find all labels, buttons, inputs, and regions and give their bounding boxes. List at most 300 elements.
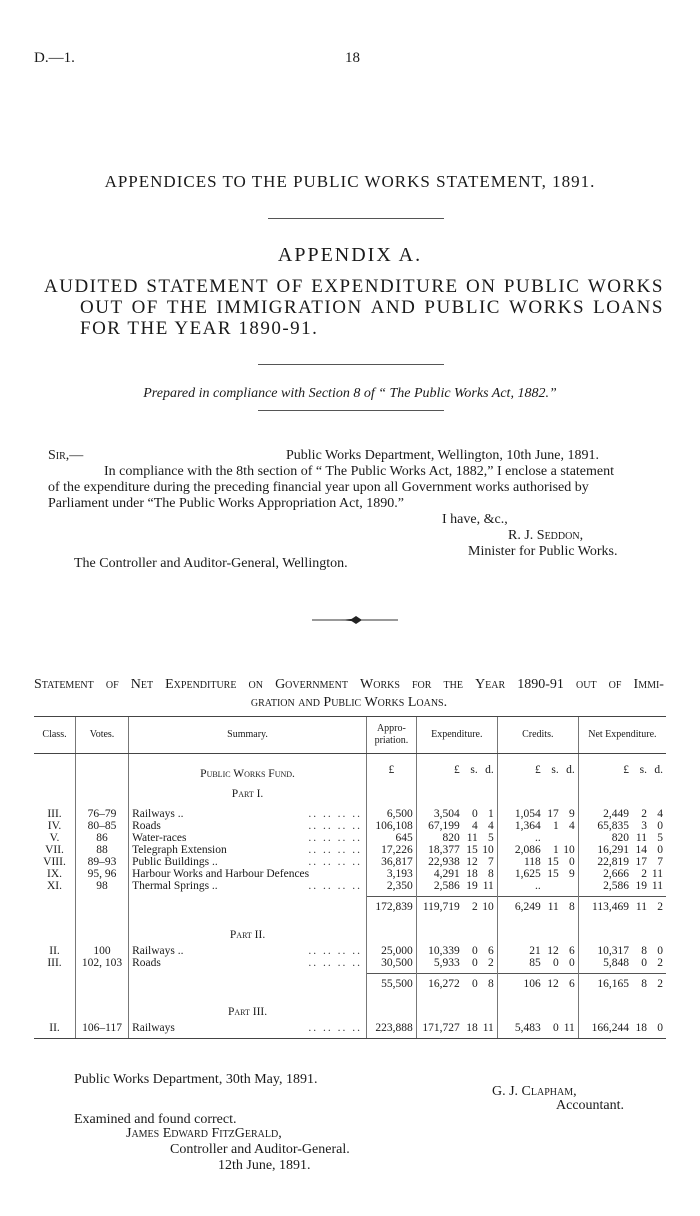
leader-dots: .. .. .. .. — [308, 856, 363, 868]
page-reference: D.—1. — [34, 50, 75, 66]
credits-cell-shillings: 12 — [547, 945, 559, 957]
votes-cell — [76, 974, 129, 995]
credits-cell-shillings: 15 — [547, 868, 559, 880]
currency-expenditure — [416, 764, 497, 784]
subtotal-credits-shillings: 12 — [547, 978, 559, 990]
credits-cell-pence: 11 — [563, 1022, 575, 1034]
credits-cell — [497, 880, 578, 892]
subtitle-line-2-word: AND — [370, 297, 417, 318]
spacer-cell — [416, 1034, 497, 1039]
subtotal-expenditure-pounds: 119,719 — [422, 901, 460, 913]
letter-signature-title: Minister for Public Works. — [468, 544, 618, 559]
prepared-note: Prepared in compliance with Section 8 of “ The Public Works Act, 1882.” — [143, 386, 557, 401]
leader-dots: .. .. .. .. — [308, 957, 363, 969]
table-row — [34, 945, 666, 957]
prepared-rule — [258, 410, 444, 411]
subtotal-row — [34, 974, 666, 995]
statement-title-line-1-word: of — [105, 677, 119, 692]
credits-cell — [497, 856, 578, 868]
subtotal-net-expenditure — [578, 974, 666, 995]
expenditure-cell-shillings: 0 — [472, 945, 478, 957]
net-expenditure-cell-pounds: 2,586 — [603, 880, 629, 892]
spacer-cell — [416, 754, 497, 765]
class-cell — [34, 784, 76, 804]
leader-dots: .. .. .. .. — [308, 1022, 363, 1034]
subtitle-line-2-word: THE — [166, 297, 209, 318]
net-expenditure-cell-shillings: 2 — [641, 808, 647, 820]
expenditure-cell — [416, 832, 497, 844]
leader-dots: .. .. .. .. — [308, 832, 363, 844]
class-cell — [34, 1002, 76, 1022]
credits-cell — [497, 808, 578, 820]
net-expenditure-cell-pence: 0 — [657, 844, 663, 856]
net-expenditure-cell-shillings: 8 — [641, 945, 647, 957]
subtotal-net-expenditure-shillings: 8 — [641, 978, 647, 990]
subtotal-net-expenditure — [578, 897, 666, 918]
net-expenditure-cell-pounds: 5,848 — [603, 957, 629, 969]
subtotal-credits-pounds: 106 — [523, 978, 541, 990]
summary-label: Water-races — [132, 832, 187, 844]
net-expenditure-cell-shillings: 14 — [635, 844, 647, 856]
empty-cell — [497, 784, 578, 804]
spacer-cell — [76, 917, 129, 925]
appropriation-cell: 30,500 — [367, 957, 417, 969]
letter-place-date: Public Works Department, Wellington, 10th June, 1891. — [286, 448, 599, 463]
summary-label: Railways — [132, 1022, 175, 1034]
class-cell: IX. — [47, 868, 63, 880]
credits-cell-shillings: 0 — [553, 957, 559, 969]
statement-title-line-1-word: the — [443, 677, 463, 692]
spacer-cell — [497, 754, 578, 765]
expenditure-cell-shillings: 18 — [466, 868, 478, 880]
expenditure-cell-pounds: 820 — [442, 832, 460, 844]
leader-dots: .. .. .. .. — [308, 808, 363, 820]
expenditure-cell-pence: 7 — [488, 856, 494, 868]
part-heading-row — [34, 1002, 666, 1022]
controller-title: Controller and Auditor-General. — [170, 1142, 350, 1157]
subtitle-line-2-word: IMMIGRATION — [216, 297, 363, 318]
class-cell — [34, 974, 76, 995]
expenditure-cell-pounds: 2,586 — [433, 880, 460, 892]
credits-cell-pounds: 5,483 — [514, 1022, 541, 1034]
summary-cell — [129, 844, 367, 856]
credits-cell-pounds: 85 — [529, 957, 541, 969]
net-expenditure-cell-pounds: 166,244 — [591, 1022, 629, 1034]
expenditure-cell-pounds: 171,727 — [422, 1022, 460, 1034]
footer-place-date: Public Works Department, 30th May, 1891. — [74, 1072, 318, 1087]
net-expenditure-cell — [578, 856, 666, 868]
statement-title-line-1-word: Government — [275, 677, 348, 692]
subtotal-expenditure-shillings: 0 — [472, 978, 478, 990]
subtotal-credits-pence: 6 — [569, 978, 575, 990]
subtotal-appropriation: 55,500 — [367, 974, 417, 995]
empty-cell — [497, 1002, 578, 1022]
expenditure-cell — [416, 844, 497, 856]
table-row — [34, 832, 666, 844]
expenditure-cell-shillings: 18 — [466, 1022, 478, 1034]
expenditure-cell — [416, 957, 497, 969]
table-row — [34, 808, 666, 820]
subtotal-row — [34, 897, 666, 918]
ornament-divider-icon — [310, 614, 400, 626]
subtotal-expenditure — [416, 974, 497, 995]
net-expenditure-cell — [578, 868, 666, 880]
expenditure-cell-pounds: 67,199 — [428, 820, 460, 832]
spacer-cell — [129, 754, 367, 765]
main-title: APPENDICES TO THE PUBLIC WORKS STATEMENT, 1891. — [104, 172, 596, 191]
expenditure-cell-shillings: 4 — [472, 820, 478, 832]
credits-cell-shillings: 17 — [547, 808, 559, 820]
expenditure-cell — [416, 945, 497, 957]
votes-cell — [76, 1002, 129, 1022]
net-expenditure-cell-shillings: 19 — [635, 880, 647, 892]
votes-cell: 80–85 — [76, 820, 129, 832]
credits-cell-pounds: .. — [535, 832, 541, 844]
spacer-cell — [578, 754, 666, 765]
letter-closing: I have, &c., — [442, 512, 508, 527]
credits-cell-pence: 4 — [569, 820, 575, 832]
leader-dots: .. .. .. .. — [308, 945, 363, 957]
spacer-row — [34, 1034, 666, 1039]
statement-title-line-2: gration and Public Works Loans. — [250, 695, 448, 710]
spacer-row — [34, 994, 666, 1002]
spacer-cell — [367, 754, 417, 765]
expenditure-cell — [416, 820, 497, 832]
votes-cell: 76–79 — [76, 808, 129, 820]
summary-label: Thermal Springs .. — [132, 880, 218, 892]
currency-net — [578, 764, 666, 784]
leader-dots: .. .. .. .. — [308, 820, 363, 832]
subtitle-line-1-word: OF — [276, 276, 304, 297]
spacer-cell — [129, 917, 367, 925]
subtotal-credits — [497, 974, 578, 995]
spacer-cell — [34, 1034, 76, 1039]
expenditure-cell-pence: 11 — [482, 1022, 494, 1034]
subtotal-credits — [497, 897, 578, 918]
summary-label: Railways .. — [132, 808, 184, 820]
credits-cell — [497, 868, 578, 880]
expenditure-cell-shillings: 15 — [466, 844, 478, 856]
examined-note: Examined and found correct. — [74, 1112, 237, 1127]
statement-table — [34, 716, 666, 1039]
net-expenditure-cell-pence: 0 — [657, 820, 663, 832]
spacer-cell — [34, 994, 76, 1002]
class-cell: VIII. — [43, 856, 66, 868]
expenditure-cell-pounds: 10,339 — [428, 945, 460, 957]
credits-cell — [497, 945, 578, 957]
expenditure-cell-shillings: 0 — [472, 808, 478, 820]
table-row — [34, 880, 666, 892]
expenditure-cell-pounds: 18,377 — [428, 844, 460, 856]
credits-cell — [497, 832, 578, 844]
col-summary: Summary. — [129, 717, 367, 754]
currency-net-pence: d. — [654, 764, 663, 776]
subtotal-credits-pounds: 6,249 — [514, 901, 541, 913]
part-heading: Part III. — [129, 1002, 367, 1022]
votes-cell — [76, 764, 129, 784]
subtitle-line-1-word: STATEMENT — [146, 276, 270, 297]
statement-title-line-1-word: for — [412, 677, 432, 692]
spacer-cell — [34, 754, 76, 765]
credits-cell-pounds: 1,054 — [514, 808, 541, 820]
subtitle-line-2-word: LOANS — [593, 297, 664, 318]
subtitle-line-1-word: PUBLIC — [503, 276, 581, 297]
empty-cell — [367, 784, 417, 804]
summary-label: Roads — [132, 820, 161, 832]
statement-title-line-1-word: Immi- — [633, 677, 664, 692]
spacer-row — [34, 754, 666, 765]
summary-cell — [129, 820, 367, 832]
credits-cell — [497, 1022, 578, 1034]
expenditure-cell — [416, 880, 497, 892]
subtotal-expenditure-shillings: 2 — [472, 901, 478, 913]
table-row — [34, 820, 666, 832]
appropriation-cell: 25,000 — [367, 945, 417, 957]
appropriation-cell: 645 — [367, 832, 417, 844]
credits-cell-pence: 10 — [563, 844, 575, 856]
net-expenditure-cell — [578, 1022, 666, 1034]
class-cell: XI. — [47, 880, 63, 892]
appropriation-cell: 17,226 — [367, 844, 417, 856]
expenditure-cell — [416, 1022, 497, 1034]
class-cell: II. — [49, 1022, 60, 1034]
summary-cell — [129, 974, 367, 995]
letter-addressee: The Controller and Auditor-General, Wellington. — [74, 556, 348, 571]
subtotal-expenditure-pence: 10 — [482, 901, 494, 913]
credits-cell-pounds: .. — [535, 880, 541, 892]
empty-cell — [367, 1002, 417, 1022]
net-expenditure-cell-pence: 5 — [657, 832, 663, 844]
statement-title-line-1-word: 1890-91 — [517, 677, 564, 692]
net-expenditure-cell-pounds: 22,819 — [597, 856, 629, 868]
appropriation-cell: 223,888 — [367, 1022, 417, 1034]
subtotal-expenditure-pounds: 16,272 — [428, 978, 460, 990]
credits-cell-pence: 9 — [569, 868, 575, 880]
net-expenditure-cell-pence: 0 — [657, 1022, 663, 1034]
spacer-cell — [129, 994, 367, 1002]
statement-title-line-1-word: Statement — [34, 677, 94, 692]
credits-cell-pence — [559, 880, 575, 892]
expenditure-cell — [416, 868, 497, 880]
subtotal-expenditure — [416, 897, 497, 918]
expenditure-cell-pounds: 22,938 — [428, 856, 460, 868]
appropriation-cell: 2,350 — [367, 880, 417, 892]
spacer-row — [34, 917, 666, 925]
summary-label: Telegraph Extension — [132, 844, 227, 856]
votes-cell: 89–93 — [76, 856, 129, 868]
spacer-cell — [416, 994, 497, 1002]
expenditure-cell-pounds: 3,504 — [433, 808, 460, 820]
summary-cell — [129, 1022, 367, 1034]
page-number: 18 — [345, 50, 360, 66]
expenditure-cell — [416, 856, 497, 868]
net-expenditure-cell-pounds: 820 — [611, 832, 629, 844]
accountant-name: G. J. Clapham, — [492, 1084, 577, 1099]
votes-cell: 102, 103 — [76, 957, 129, 969]
votes-cell: 86 — [76, 832, 129, 844]
credits-cell-shillings: 15 — [547, 856, 559, 868]
credits-cell-pounds: 21 — [529, 945, 541, 957]
statement-title — [34, 676, 664, 712]
credits-cell-shillings: 0 — [553, 1022, 559, 1034]
expenditure-cell-shillings: 11 — [466, 832, 478, 844]
controller-name: James Edward FitzGerald, — [126, 1126, 282, 1141]
appendix-subtitle — [44, 276, 664, 339]
votes-cell: 88 — [76, 844, 129, 856]
credits-cell-pounds: 118 — [523, 856, 541, 868]
spacer-cell — [578, 994, 666, 1002]
col-credits: Credits. — [497, 717, 578, 754]
statement-title-line-1-word: out — [576, 677, 597, 692]
credits-cell-pence: 9 — [569, 808, 575, 820]
summary-cell — [129, 897, 367, 918]
controller-date: 12th June, 1891. — [218, 1158, 311, 1173]
empty-cell — [416, 1002, 497, 1022]
expenditure-cell-pounds: 4,291 — [433, 868, 460, 880]
votes-cell — [76, 784, 129, 804]
spacer-cell — [497, 994, 578, 1002]
statement-title-line-1-word: Expenditure — [165, 677, 237, 692]
net-expenditure-cell — [578, 957, 666, 969]
net-expenditure-cell-shillings: 17 — [635, 856, 647, 868]
summary-cell — [129, 856, 367, 868]
net-expenditure-cell-pence: 0 — [657, 945, 663, 957]
summary-label: Railways .. — [132, 945, 184, 957]
empty-cell — [416, 784, 497, 804]
expenditure-cell-shillings: 0 — [472, 957, 478, 969]
credits-cell-shillings — [541, 832, 559, 844]
net-expenditure-cell-pounds: 16,291 — [597, 844, 629, 856]
subtotal-net-expenditure-shillings: 11 — [635, 901, 647, 913]
summary-cell — [129, 945, 367, 957]
credits-cell — [497, 820, 578, 832]
net-expenditure-cell — [578, 880, 666, 892]
net-expenditure-cell-shillings: 18 — [635, 1022, 647, 1034]
net-expenditure-cell-pounds: 10,317 — [597, 945, 629, 957]
summary-label: Harbour Works and Harbour Defences — [132, 868, 310, 880]
table-row — [34, 1022, 666, 1034]
letter-signature: R. J. Seddon, — [508, 528, 584, 543]
net-expenditure-cell-pence: 7 — [657, 856, 663, 868]
credits-cell — [497, 844, 578, 856]
net-expenditure-cell-pence: 11 — [651, 880, 663, 892]
table-row — [34, 868, 666, 880]
expenditure-cell-pence: 4 — [488, 820, 494, 832]
subtotal-expenditure-pence: 8 — [488, 978, 494, 990]
part-heading-row — [34, 784, 666, 804]
statement-title-line-1-word: Net — [130, 677, 154, 692]
appendix-title: APPENDIX A. — [277, 244, 423, 266]
empty-cell — [416, 925, 497, 945]
currency-credits-shillings: s. — [551, 764, 559, 776]
subtitle-line-2-word: OF — [131, 297, 159, 318]
appropriation-cell: 106,108 — [367, 820, 417, 832]
expenditure-cell-pence: 6 — [488, 945, 494, 957]
class-cell: IV. — [47, 820, 62, 832]
credits-cell-pence: 0 — [569, 856, 575, 868]
col-class: Class. — [34, 717, 76, 754]
subtitle-line-2-word: OUT — [80, 297, 124, 318]
currency-credits-pence: d. — [566, 764, 575, 776]
votes-cell: 95, 96 — [76, 868, 129, 880]
net-expenditure-cell — [578, 820, 666, 832]
subtotal-credits-pence: 8 — [569, 901, 575, 913]
subtitle-line-1-word: EXPENDITURE — [311, 276, 459, 297]
subtotal-net-expenditure-pounds: 113,469 — [592, 901, 629, 913]
spacer-cell — [578, 1034, 666, 1039]
subtotal-appropriation: 172,839 — [367, 897, 417, 918]
subtitle-rule — [258, 364, 444, 365]
credits-cell-pence: 6 — [569, 945, 575, 957]
spacer-cell — [367, 994, 417, 1002]
votes-cell — [76, 897, 129, 918]
subtitle-line-3: FOR THE YEAR 1890-91. — [80, 318, 319, 339]
class-cell: III. — [47, 957, 62, 969]
appropriation-cell: 36,817 — [367, 856, 417, 868]
net-expenditure-cell-pounds: 2,449 — [603, 808, 629, 820]
subtitle-line-2-word: PUBLIC — [424, 297, 501, 318]
statement-title-line-1-word: Works — [360, 677, 400, 692]
subtitle-line-2 — [44, 297, 664, 318]
net-expenditure-cell-pence: 2 — [657, 957, 663, 969]
summary-cell — [129, 868, 367, 880]
currency-expenditure-pence: d. — [485, 764, 494, 776]
net-expenditure-cell-shillings: 11 — [635, 832, 647, 844]
credits-cell — [497, 957, 578, 969]
summary-cell — [129, 808, 367, 820]
spacer-cell — [578, 917, 666, 925]
credits-cell-pounds: 2,086 — [514, 844, 541, 856]
letter-body-line-2: of the expenditure during the preceding financial year upon all Government works authorised by — [48, 480, 589, 495]
appropriation-cell: 6,500 — [367, 808, 417, 820]
spacer-cell — [129, 1034, 367, 1039]
empty-cell — [578, 1002, 666, 1022]
currency-appropriation: £ — [367, 764, 417, 784]
part-heading: Part II. — [129, 925, 367, 945]
votes-cell — [76, 925, 129, 945]
class-cell: II. — [49, 945, 60, 957]
currency-credits — [497, 764, 578, 784]
net-expenditure-cell — [578, 832, 666, 844]
class-cell — [34, 897, 76, 918]
subtitle-line-1 — [44, 276, 664, 297]
expenditure-cell-pence: 1 — [488, 808, 494, 820]
expenditure-cell-pence: 8 — [488, 868, 494, 880]
spacer-cell — [367, 917, 417, 925]
col-votes: Votes. — [76, 717, 129, 754]
part-heading: Part I. — [129, 784, 367, 804]
part-heading-row — [34, 925, 666, 945]
credits-cell-pounds: 1,625 — [514, 868, 541, 880]
subtitle-line-1-word: ON — [466, 276, 497, 297]
subtitle-line-1-word: WORKS — [587, 276, 664, 297]
empty-cell — [367, 925, 417, 945]
subtotal-net-expenditure-pence: 2 — [657, 978, 663, 990]
class-cell — [34, 925, 76, 945]
spacer-cell — [416, 917, 497, 925]
spacer-cell — [76, 1034, 129, 1039]
expenditure-cell-pence: 5 — [488, 832, 494, 844]
net-expenditure-cell-pounds: 65,835 — [597, 820, 629, 832]
net-expenditure-cell-pence: 11 — [651, 868, 663, 880]
spacer-cell — [34, 917, 76, 925]
expenditure-cell-pence: 2 — [488, 957, 494, 969]
expenditure-cell — [416, 808, 497, 820]
spacer-cell — [76, 994, 129, 1002]
credits-cell-pounds: 1,364 — [514, 820, 541, 832]
net-expenditure-cell-shillings: 0 — [641, 957, 647, 969]
summary-label: Public Buildings .. — [132, 856, 218, 868]
